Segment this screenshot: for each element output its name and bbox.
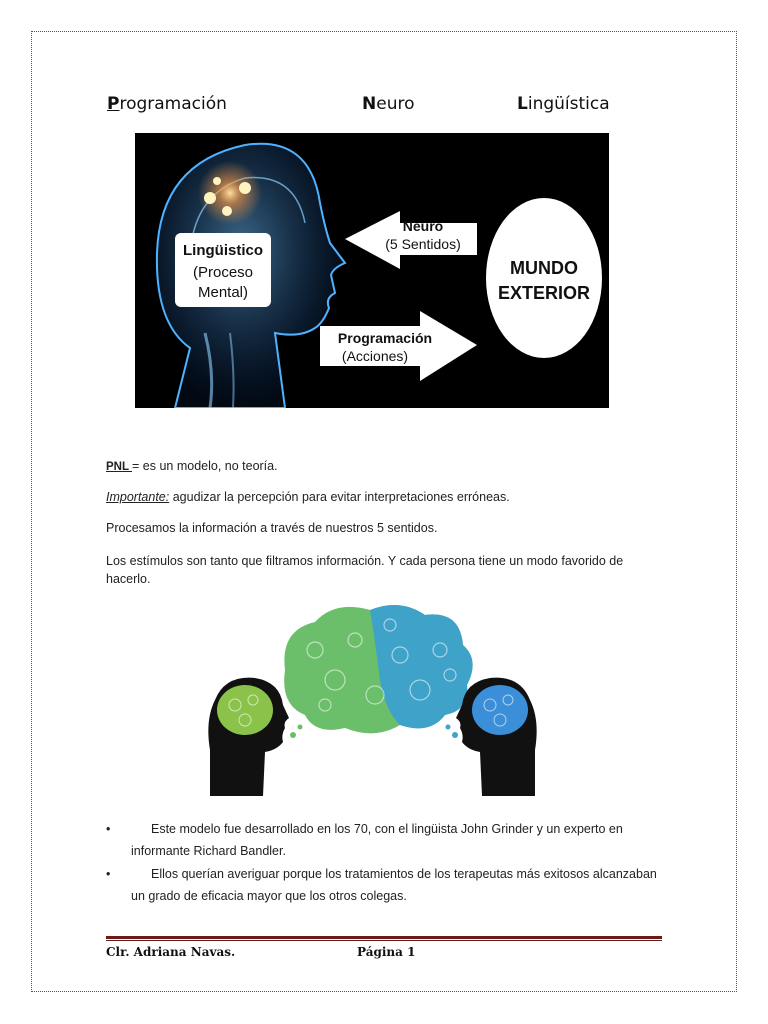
footer-rule xyxy=(106,936,662,939)
mundo-exterior-oval xyxy=(486,198,602,358)
title-n-rest: euro xyxy=(376,94,415,114)
speech-cloud xyxy=(284,605,472,733)
stimuli-paragraph: Los estímulos son tanto que filtramos información. Y cada persona tiene un modo favorido de hacerlo. xyxy=(106,554,624,586)
title-programacion xyxy=(107,94,227,114)
conversation-heads-image xyxy=(205,600,540,796)
senses-paragraph: Procesamos la información a través de nuestros 5 sentidos. xyxy=(106,521,438,535)
arrow-right-icon xyxy=(320,311,477,381)
pnl-diagram-svg xyxy=(135,133,609,408)
title-linguistica xyxy=(517,94,610,114)
pnl-definition xyxy=(106,457,278,476)
arrow-neuro-title: Neuro xyxy=(402,218,444,234)
title-neuro xyxy=(362,94,414,114)
title-l-rest: ingüística xyxy=(527,94,610,114)
arrow-prog-sub: (Acciones) xyxy=(341,348,409,364)
arrow-prog-title: Programación xyxy=(337,330,433,346)
linguistico-line3: Mental) xyxy=(197,284,249,301)
important-text: agudizar la percepción para evitar interpretaciones erróneas. xyxy=(169,490,510,504)
pnl-text: = es un modelo, no teoría. xyxy=(132,459,278,473)
title-p-initial: P xyxy=(107,94,120,114)
arrow-neuro-sub: (5 Sentidos) xyxy=(385,236,461,252)
title-n-initial: N xyxy=(362,94,377,114)
bullet-dot-icon: • xyxy=(106,822,111,836)
title-p-rest: rogramación xyxy=(119,94,227,114)
footer-rule-thin xyxy=(106,940,662,941)
bullet-dot-icon: • xyxy=(106,867,111,881)
important-paragraph xyxy=(106,488,510,506)
bullet-text: Este modelo fue desarrollado en los 70, con el lingüista John Grinder y un experto en informante Richard Bandler. xyxy=(131,822,623,858)
right-dots xyxy=(446,725,459,739)
left-head-icon xyxy=(208,678,289,796)
footer-page-number: Página 1 xyxy=(357,945,416,959)
pnl-term: PNL xyxy=(106,461,132,473)
brain-glow xyxy=(198,161,262,225)
document-title xyxy=(107,94,627,120)
linguistico-title: Lingüistico xyxy=(183,242,263,259)
oval-line1: MUNDO xyxy=(510,258,578,278)
left-dots xyxy=(290,725,303,739)
conversation-svg xyxy=(205,600,540,796)
right-head-icon xyxy=(456,678,537,796)
linguistico-line2: (Proceso xyxy=(192,264,254,281)
bullet-text: Ellos querían averiguar porque los tratamientos de los terapeutas más exitosos alcanzaban un grado de eficacia mayor que los otros colegas. xyxy=(131,867,657,903)
oval-line2: EXTERIOR xyxy=(497,283,591,303)
title-l-initial: L xyxy=(517,94,528,114)
important-term: Importante: xyxy=(106,490,170,504)
footer-author: Clr. Adriana Navas. xyxy=(106,945,236,959)
pnl-diagram-image xyxy=(135,133,609,408)
